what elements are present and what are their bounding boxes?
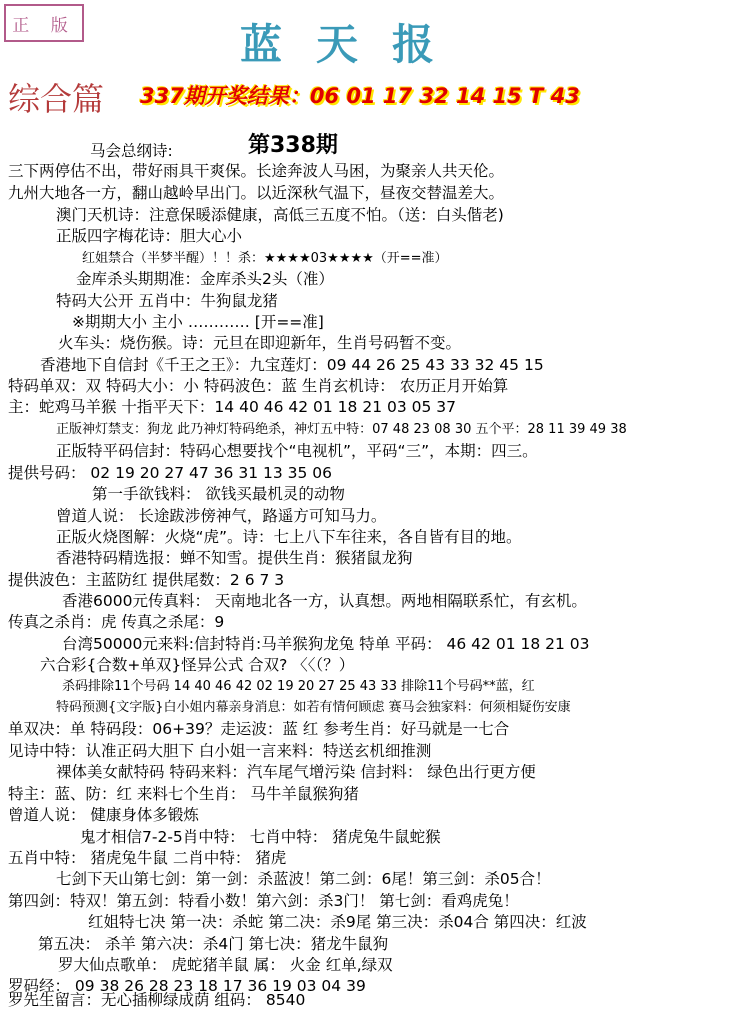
text-line: 澳门天机诗：注意保暖添健康，高低三五度不怕。（送：白头偕老) — [56, 206, 504, 224]
text-line: 红姐特七决 第一决：杀蛇 第二决：杀9尾 第三决：杀04合 第四决：红波 — [88, 913, 587, 931]
text-line: 马会总纲诗: — [90, 142, 173, 160]
previous-result: 337期开奖结果：06 01 17 32 14 15 T 43 — [140, 84, 580, 108]
text-line: 正版四字梅花诗：胆大心小 — [56, 227, 243, 245]
text-line: 第五决： 杀羊 第六决：杀4门 第七决：猪龙牛鼠狗 — [38, 935, 389, 953]
text-line: 传真之杀肖：虎 传真之杀尾：9 — [8, 613, 225, 631]
text-line: 六合彩{合数+单双}怪异公式 合双? 〈〈（？） — [40, 656, 355, 674]
text-line: 火车头：烧伤猴。诗：元旦在即迎新年，生肖号码暂不变。 — [58, 334, 462, 352]
text-line: 鬼才相信7-2-5肖中特： 七肖中特： 猪虎兔牛鼠蛇猴 — [80, 828, 441, 846]
text-line: 九州大地各一方，翻山越岭早出门。以近深秋气温下，昼夜交替温差大。 — [8, 184, 505, 202]
text-line: 正版火烧图解：火烧“虎”。诗：七上八下车往来，各自皆有目的地。 — [56, 528, 522, 546]
text-line: 香港6000元传真料： 天南地北各一方，认真想。两地相隔联系忙，有玄机。 — [62, 592, 587, 610]
text-line: 曾道人说： 健康身体多锻炼 — [8, 806, 199, 824]
text-line: 特主：蓝、防：红 来料七个生肖： 马牛羊鼠猴狗猪 — [8, 785, 359, 803]
text-line: 罗码经： 09 38 26 28 23 18 17 36 19 03 04 39 — [8, 977, 366, 995]
text-line: 台湾50000元来料:信封特肖:马羊猴狗龙兔 特单 平码： 46 42 01 18 21 03 — [62, 635, 590, 653]
text-line: 金库杀头期期准：金库杀头2头（准） — [76, 270, 334, 288]
text-line: 香港特码精选报：蝉不知雪。提供生肖：猴猪鼠龙狗 — [56, 549, 413, 567]
text-line: 特码预测{文字版}白小姐内幕亲身消息：如若有情何顾虑 赛马会独家料：何须相疑伤安康 — [56, 700, 571, 715]
newspaper-title: 蓝天报 — [240, 20, 469, 69]
text-line: 提供波色：主蓝防红 提供尾数：2 6 7 3 — [8, 571, 285, 589]
issue-number: 第338期 — [248, 133, 338, 158]
text-line: 特码大公开 五肖中：牛狗鼠龙猪 — [56, 292, 278, 310]
text-line: 提供号码： 02 19 20 27 47 36 31 13 35 06 — [8, 464, 333, 482]
authentic-stamp: 正 版 — [4, 4, 84, 42]
text-line: 七剑下天山第七剑：第一剑：杀蓝波！第二剑：6尾！第三剑：杀05合！ — [56, 870, 551, 888]
section-title: 综合篇 — [8, 80, 105, 118]
text-line: 五肖中特： 猪虎兔牛鼠 二肖中特： 猪虎 — [8, 849, 287, 867]
text-line: 罗大仙点歌单： 虎蛇猪羊鼠 属： 火金 红单,绿双 — [58, 956, 393, 974]
text-line: 曾道人说： 长途跋涉傍神气，路遥方可知马力。 — [56, 507, 387, 525]
text-line: 杀码排除11个号码 14 40 46 42 02 19 20 27 25 43 33 排除11个号码**蓝，红 — [62, 679, 535, 694]
text-line: 特码单双：双 特码大小：小 特码波色：蓝 生肖玄机诗： 农历正月开始算 — [8, 377, 509, 395]
text-line: 香港地下自信封《千王之王》：九宝莲灯：09 44 26 25 43 33 32 45 15 — [40, 356, 544, 374]
text-line: 正版神灯禁支：狗龙 此乃神灯特码绝杀，神灯五中特：07 48 23 08 30 五个平：28 11 39 49 38 — [56, 422, 627, 437]
text-line: 见诗中特：认准正码大胆下 白小姐一言来料：特送玄机细推测 — [8, 742, 432, 760]
text-line: 第四剑：特双！第五剑：特看小数！第六剑：杀3门！ 第七剑：看鸡虎兔！ — [8, 892, 519, 910]
text-line: 红姐禁合（半梦半醒）！！杀：★★★★03★★★★（开==准） — [82, 251, 448, 266]
text-line: 正版特平码信封：特码心想要找个“电视机”，平码“三”，本期：四三。 — [56, 442, 538, 460]
text-line: ※期期大小 主小 ………… [开==准] — [72, 313, 324, 331]
text-line: 主：蛇鸡马羊猴 十指平天下：14 40 46 42 01 18 21 03 05 37 — [8, 398, 457, 416]
text-line: 三下两停估不出，带好雨具干爽保。长途奔波人马困，为聚亲人共天伦。 — [8, 162, 505, 180]
text-line: 罗先生留言：无心插柳绿成荫 组码： 8540 — [8, 991, 306, 1009]
text-line: 第一手欲钱料： 欲钱买最机灵的动物 — [92, 485, 345, 503]
text-line: 裸体美女献特码 特码来料：汽车尾气增污染 信封料： 绿色出行更方便 — [56, 763, 536, 781]
text-line: 单双决：单 特码段：06+39？走运波：蓝 红 参考生肖：好马就是一七合 — [8, 720, 510, 738]
